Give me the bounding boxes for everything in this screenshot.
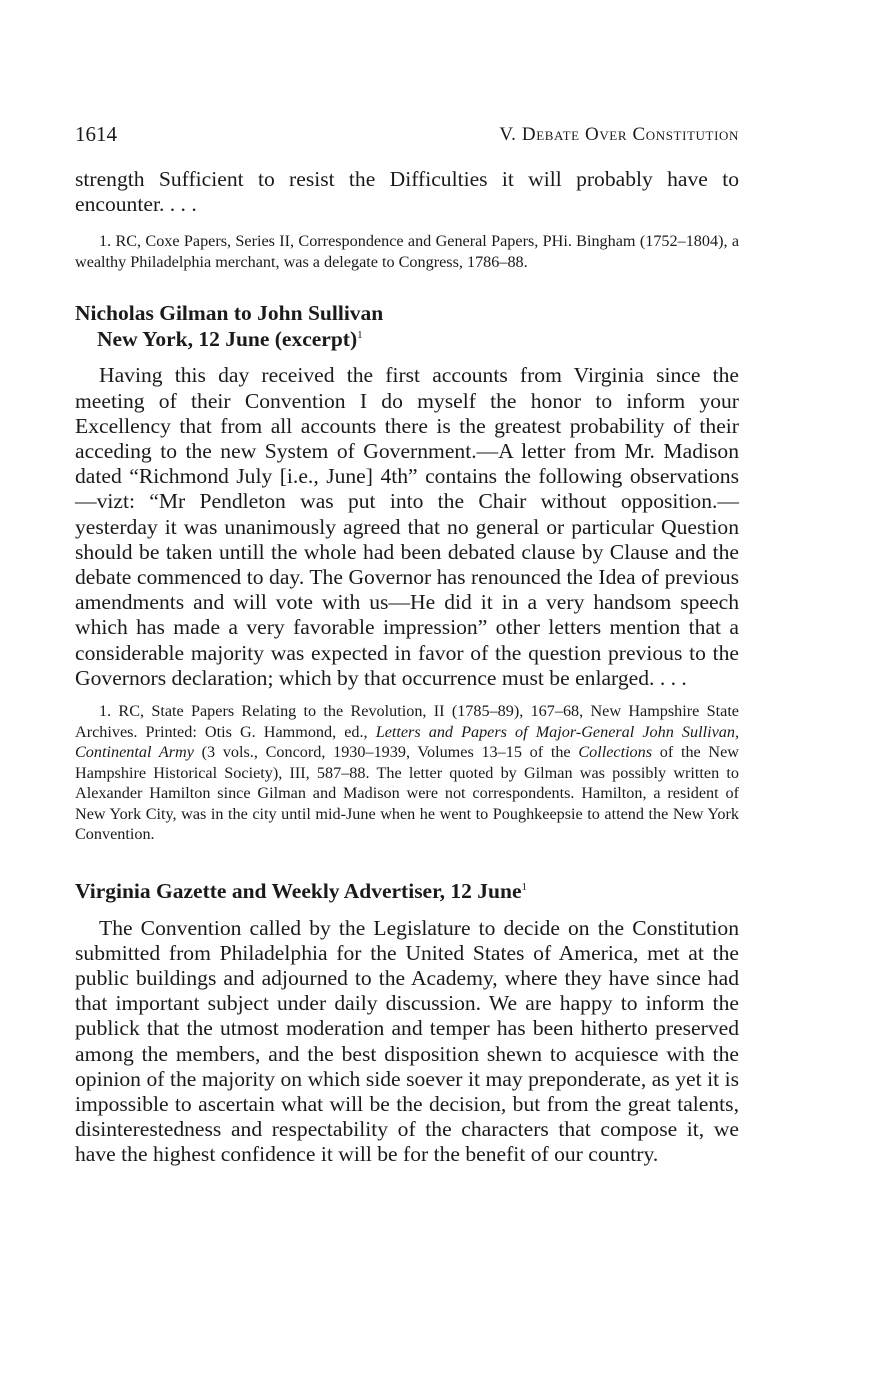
gilman-letter-heading bbox=[75, 300, 739, 352]
section-title: V. Debate Over Constitution bbox=[499, 124, 739, 145]
gazette-body: The Convention called by the Legislature to decide on the Constitution submitted from Philadelphia for the United States of America, met at the public buildings and adjourned to the Academy, where they have since had that important subject under daily discussion. We are happy to inform the publick that the utmost moderation and temper has been hitherto preserved among the members, and the best disposition shewn to acquiesce with the opinion of the majority on which side soever it may preponderate, as yet it is impossible to ascertain what will be the decision, but from the great talents, disinterestedness and respectability of the characters that compose it, we have the highest confidence it will be for the benefit of our country. bbox=[75, 915, 739, 1167]
gilman-heading-line2-wrap bbox=[75, 326, 739, 352]
footnote-bingham: 1. RC, Coxe Papers, Series II, Correspondence and General Papers, PHi. Bingham (1752–1804), a wealthy Philadelphia merchant, was a delegate to Congress, 1786–88. bbox=[75, 232, 739, 271]
footnote-gilman-part1: 1. RC, State Papers Relating to the Revolution, II (1785–89), 167–68, New Hampshire State Archives. Printed: Otis G. Hammond, ed., bbox=[75, 702, 739, 741]
gazette-heading-text: Virginia Gazette and Weekly Advertiser, 12 June bbox=[75, 878, 522, 903]
footnote-gilman bbox=[75, 701, 739, 845]
gazette-note-mark: 1 bbox=[521, 880, 528, 893]
continuation-paragraph: strength Sufficient to resist the Difficulties it will probably have to encounter. . . . bbox=[75, 167, 739, 217]
footnote-gilman-italic-title: Letters and Papers of Major-General John Sullivan, Continental Army bbox=[75, 722, 739, 762]
gilman-note-mark: 1 bbox=[357, 329, 363, 342]
gazette-heading bbox=[75, 878, 739, 904]
gilman-letter-body: Having this day received the first accounts from Virginia since the meeting of their Convention I do myself the honor to inform your Excellency that from all accounts there is the greatest probability of their acceding to the new System of Government.—A letter from Mr. Madison dated “Richmond July [i.e., June] 4th” contains the following observations—vizt: “Mr Pendleton was put into the Chair without opposition.—yesterday it was unanimously agreed that no general or particular Question should be taken untill the whole had been debated clause by Clause and the debate commenced to day. The Governor has renounced the Idea of previous amendments and will vote with us—He did it in a very handsom speech which has made a very favorable impression” other letters mention that a considerable majority was expected in favor of the question previous to the Governors declaration; which by that occurrence must be enlarged. . . . bbox=[75, 363, 739, 690]
page-number: 1614 bbox=[75, 122, 117, 146]
gilman-heading-line2: New York, 12 June (excerpt) bbox=[97, 327, 358, 352]
footnote-gilman-part2: (3 vols., Concord, 1930–1939, Volumes 13–15 of the bbox=[193, 743, 579, 762]
gilman-heading-line1: Nicholas Gilman to John Sullivan bbox=[75, 301, 384, 326]
document-page bbox=[75, 116, 739, 1168]
footnote-gilman-italic-collections: Collections bbox=[578, 743, 653, 762]
footnote-gilman-part3: of the New Hampshire Historical Society), III, 587–88. The letter quoted by Gilman was possibly written to Alexander Hamilton since Gilman and Madison were not correspondents. Hamilton, a resident of New York City, was in the city until mid-June when he went to Poughkeepsie to attend the New York Convention. bbox=[75, 743, 740, 844]
running-header bbox=[75, 116, 739, 152]
